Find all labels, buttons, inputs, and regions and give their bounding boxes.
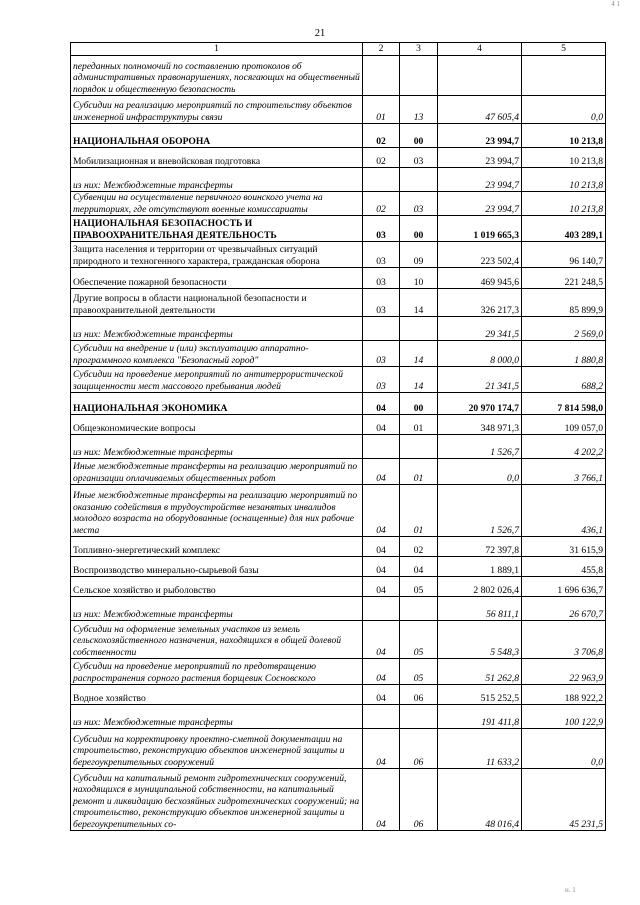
row-name: Субсидии на реализацию мероприятий по строительству объектов инженерной инфраструктуры связи bbox=[71, 96, 363, 124]
row-actual-value: 10 213,8 bbox=[522, 148, 606, 168]
row-section bbox=[363, 168, 400, 192]
row-name: НАЦИОНАЛЬНАЯ БЕЗОПАСНОСТЬ И ПРАВООХРАНИТЕЛЬНАЯ ДЕЯТЕЛЬНОСТЬ bbox=[71, 216, 363, 242]
row-actual-value: 688,2 bbox=[522, 367, 606, 393]
row-plan-value: 23 994,7 bbox=[438, 148, 522, 168]
row-actual-value: 221 248,5 bbox=[522, 268, 606, 289]
corner-mark-bottom: и. 1 bbox=[565, 886, 576, 894]
row-section: 04 bbox=[363, 769, 400, 831]
row-subsection: 00 bbox=[400, 393, 438, 415]
row-name: из них: Межбюджетные трансферты bbox=[71, 705, 363, 729]
row-name: Сельское хозяйство и рыболовство bbox=[71, 577, 363, 597]
row-subsection: 14 bbox=[400, 341, 438, 367]
row-plan-value: 1 019 665,3 bbox=[438, 216, 522, 242]
row-section bbox=[363, 317, 400, 341]
row-actual-value: 1 696 636,7 bbox=[522, 577, 606, 597]
row-name: Воспроизводство минерально-сырьевой базы bbox=[71, 557, 363, 577]
row-plan-value: 72 397,8 bbox=[438, 537, 522, 557]
row-section: 04 bbox=[363, 577, 400, 597]
row-actual-value: 45 231,5 bbox=[522, 769, 606, 831]
row-section: 03 bbox=[363, 216, 400, 242]
row-plan-value: 23 994,7 bbox=[438, 124, 522, 148]
row-section: 04 bbox=[363, 459, 400, 485]
header-col-3: 3 bbox=[400, 43, 438, 56]
row-section bbox=[363, 435, 400, 459]
row-subsection bbox=[400, 56, 438, 96]
row-plan-value: 47 605,4 bbox=[438, 96, 522, 124]
row-actual-value: 100 122,9 bbox=[522, 705, 606, 729]
row-section: 04 bbox=[363, 485, 400, 537]
row-actual-value: 0,0 bbox=[522, 96, 606, 124]
row-section: 04 bbox=[363, 537, 400, 557]
table-row bbox=[71, 729, 606, 769]
row-actual-value: 436,1 bbox=[522, 485, 606, 537]
row-subsection: 06 bbox=[400, 729, 438, 769]
row-plan-value: 191 411,8 bbox=[438, 705, 522, 729]
table-row bbox=[71, 597, 606, 621]
row-section: 03 bbox=[363, 268, 400, 289]
table-row bbox=[71, 577, 606, 597]
row-subsection: 01 bbox=[400, 485, 438, 537]
row-actual-value: 31 615,9 bbox=[522, 537, 606, 557]
row-name: из них: Межбюджетные трансферты bbox=[71, 168, 363, 192]
row-subsection: 14 bbox=[400, 289, 438, 317]
table-row bbox=[71, 268, 606, 289]
row-name: Субвенции на осуществление первичного воинского учета на территориях, где отсутствуют военные комиссариаты bbox=[71, 192, 363, 216]
row-section: 04 bbox=[363, 415, 400, 435]
row-subsection: 09 bbox=[400, 242, 438, 268]
table-row bbox=[71, 148, 606, 168]
row-plan-value: 1 526,7 bbox=[438, 435, 522, 459]
row-name: НАЦИОНАЛЬНАЯ ЭКОНОМИКА bbox=[71, 393, 363, 415]
row-plan-value bbox=[438, 56, 522, 96]
row-plan-value: 469 945,6 bbox=[438, 268, 522, 289]
row-actual-value: 22 963,9 bbox=[522, 659, 606, 685]
row-section: 02 bbox=[363, 192, 400, 216]
row-plan-value: 20 970 174,7 bbox=[438, 393, 522, 415]
page-number: 21 bbox=[314, 28, 326, 39]
row-name: Иные межбюджетные трансферты на реализацию мероприятий по оказанию содействия в трудоустройстве незанятых инвалидов молодого возраста на оборудованные (оснащенные) для них рабочие места bbox=[71, 485, 363, 537]
row-actual-value: 85 899,9 bbox=[522, 289, 606, 317]
row-section: 04 bbox=[363, 393, 400, 415]
row-name: из них: Межбюджетные трансферты bbox=[71, 597, 363, 621]
header-row bbox=[71, 43, 606, 56]
header-col-4: 4 bbox=[438, 43, 522, 56]
row-section: 01 bbox=[363, 96, 400, 124]
row-subsection: 00 bbox=[400, 216, 438, 242]
row-section: 04 bbox=[363, 621, 400, 659]
row-name: Субсидии на проведение мероприятий по предотвращению распространения сорного растения борщевик Сосновского bbox=[71, 659, 363, 685]
header-col-2: 2 bbox=[363, 43, 400, 56]
row-actual-value: 4 202,2 bbox=[522, 435, 606, 459]
table-row bbox=[71, 216, 606, 242]
row-plan-value: 21 341,5 bbox=[438, 367, 522, 393]
row-actual-value: 0,0 bbox=[522, 729, 606, 769]
row-name: переданных полномочий по составлению протоколов об административных правонарушениях, посягающих на общественный порядок и общественную безопасность bbox=[71, 56, 363, 96]
row-name: Топливно-энергетический комплекс bbox=[71, 537, 363, 557]
row-plan-value: 2 802 026,4 bbox=[438, 577, 522, 597]
row-name: из них: Межбюджетные трансферты bbox=[71, 317, 363, 341]
row-actual-value: 7 814 598,0 bbox=[522, 393, 606, 415]
row-subsection bbox=[400, 597, 438, 621]
budget-table-body bbox=[71, 43, 606, 831]
row-section: 03 bbox=[363, 242, 400, 268]
table-row bbox=[71, 367, 606, 393]
header-col-1: 1 bbox=[71, 43, 363, 56]
table-row bbox=[71, 96, 606, 124]
row-section: 04 bbox=[363, 729, 400, 769]
table-row bbox=[71, 557, 606, 577]
table-row bbox=[71, 289, 606, 317]
table-row bbox=[71, 341, 606, 367]
row-actual-value: 3 706,8 bbox=[522, 621, 606, 659]
table-row bbox=[71, 168, 606, 192]
row-subsection: 01 bbox=[400, 415, 438, 435]
row-name: Субсидии на внедрение и (или) эксплуатацию аппаратно-программного комплекса "Безопасный город" bbox=[71, 341, 363, 367]
row-section bbox=[363, 56, 400, 96]
row-name: Субсидии на капитальный ремонт гидротехнических сооружений, находящихся в муниципальной собственности, на капитальный ремонт и ликвидацию бесхозяйных гидротехнических сооружений; на строительство, реконструкцию объектов инженерной защиты и берегоукрепительных со- bbox=[71, 769, 363, 831]
row-section: 03 bbox=[363, 341, 400, 367]
row-section: 03 bbox=[363, 289, 400, 317]
row-plan-value: 1 526,7 bbox=[438, 485, 522, 537]
row-actual-value: 96 140,7 bbox=[522, 242, 606, 268]
row-actual-value: 26 670,7 bbox=[522, 597, 606, 621]
row-section: 04 bbox=[363, 659, 400, 685]
table-row bbox=[71, 435, 606, 459]
row-name: Водное хозяйство bbox=[71, 685, 363, 705]
corner-mark-top: 4 1 bbox=[611, 0, 620, 8]
row-plan-value: 326 217,3 bbox=[438, 289, 522, 317]
table-row bbox=[71, 537, 606, 557]
row-actual-value: 2 569,0 bbox=[522, 317, 606, 341]
row-subsection: 10 bbox=[400, 268, 438, 289]
row-subsection: 05 bbox=[400, 577, 438, 597]
row-name: Общеэкономические вопросы bbox=[71, 415, 363, 435]
row-actual-value: 455,8 bbox=[522, 557, 606, 577]
row-plan-value: 223 502,4 bbox=[438, 242, 522, 268]
row-section: 02 bbox=[363, 148, 400, 168]
header-col-5: 5 bbox=[522, 43, 606, 56]
row-subsection: 05 bbox=[400, 659, 438, 685]
row-actual-value: 3 766,1 bbox=[522, 459, 606, 485]
row-subsection bbox=[400, 168, 438, 192]
row-section: 04 bbox=[363, 557, 400, 577]
row-subsection: 02 bbox=[400, 537, 438, 557]
row-section: 02 bbox=[363, 124, 400, 148]
table-row bbox=[71, 705, 606, 729]
row-actual-value: 109 057,0 bbox=[522, 415, 606, 435]
row-subsection bbox=[400, 317, 438, 341]
row-subsection: 03 bbox=[400, 148, 438, 168]
row-name: Субсидии на корректировку проектно-сметной документации на строительство, реконструкцию объектов инженерной защиты и берегоукрепительных сооружений bbox=[71, 729, 363, 769]
table-row bbox=[71, 685, 606, 705]
table-row bbox=[71, 621, 606, 659]
row-subsection: 06 bbox=[400, 769, 438, 831]
row-name: Субсидии на оформление земельных участков из земель сельскохозяйственного назначения, находящихся в общей долевой собственности bbox=[71, 621, 363, 659]
row-subsection: 13 bbox=[400, 96, 438, 124]
row-plan-value: 11 633,2 bbox=[438, 729, 522, 769]
row-subsection: 05 bbox=[400, 621, 438, 659]
row-actual-value: 403 289,1 bbox=[522, 216, 606, 242]
row-name: из них: Межбюджетные трансферты bbox=[71, 435, 363, 459]
row-subsection bbox=[400, 435, 438, 459]
table-row bbox=[71, 242, 606, 268]
row-name: НАЦИОНАЛЬНАЯ ОБОРОНА bbox=[71, 124, 363, 148]
row-name: Другие вопросы в области национальной безопасности и правоохранительной деятельности bbox=[71, 289, 363, 317]
row-plan-value: 23 994,7 bbox=[438, 168, 522, 192]
row-subsection: 06 bbox=[400, 685, 438, 705]
row-actual-value bbox=[522, 56, 606, 96]
row-name: Обеспечение пожарной безопасности bbox=[71, 268, 363, 289]
table-row bbox=[71, 769, 606, 831]
row-subsection: 03 bbox=[400, 192, 438, 216]
row-section: 04 bbox=[363, 685, 400, 705]
row-actual-value: 10 213,8 bbox=[522, 192, 606, 216]
row-subsection bbox=[400, 705, 438, 729]
row-name: Мобилизационная и вневойсковая подготовка bbox=[71, 148, 363, 168]
row-section bbox=[363, 597, 400, 621]
row-name: Иные межбюджетные трансферты на реализацию мероприятий по организации оплачиваемых общественных работ bbox=[71, 459, 363, 485]
row-subsection: 14 bbox=[400, 367, 438, 393]
table-row bbox=[71, 659, 606, 685]
table-row bbox=[71, 192, 606, 216]
row-actual-value: 10 213,8 bbox=[522, 124, 606, 148]
table-row bbox=[71, 56, 606, 96]
row-actual-value: 1 880,8 bbox=[522, 341, 606, 367]
row-plan-value: 23 994,7 bbox=[438, 192, 522, 216]
row-plan-value: 29 341,5 bbox=[438, 317, 522, 341]
row-actual-value: 188 922,2 bbox=[522, 685, 606, 705]
row-plan-value: 0,0 bbox=[438, 459, 522, 485]
budget-table bbox=[70, 42, 606, 831]
row-plan-value: 5 548,3 bbox=[438, 621, 522, 659]
row-name: Субсидии на проведение мероприятий по антитеррористической защищенности мест массового пребывания людей bbox=[71, 367, 363, 393]
table-row bbox=[71, 124, 606, 148]
row-plan-value: 48 016,4 bbox=[438, 769, 522, 831]
table-row bbox=[71, 317, 606, 341]
table-row bbox=[71, 415, 606, 435]
row-subsection: 00 bbox=[400, 124, 438, 148]
row-plan-value: 1 889,1 bbox=[438, 557, 522, 577]
row-section: 03 bbox=[363, 367, 400, 393]
row-subsection: 01 bbox=[400, 459, 438, 485]
table-row bbox=[71, 485, 606, 537]
row-plan-value: 515 252,5 bbox=[438, 685, 522, 705]
row-plan-value: 348 971,3 bbox=[438, 415, 522, 435]
row-section bbox=[363, 705, 400, 729]
row-actual-value: 10 213,8 bbox=[522, 168, 606, 192]
row-plan-value: 8 000,0 bbox=[438, 341, 522, 367]
row-plan-value: 56 811,1 bbox=[438, 597, 522, 621]
row-name: Защита населения и территории от чрезвычайных ситуаций природного и техногенного характера, гражданская оборона bbox=[71, 242, 363, 268]
table-row bbox=[71, 393, 606, 415]
row-plan-value: 51 262,8 bbox=[438, 659, 522, 685]
table-row bbox=[71, 459, 606, 485]
row-subsection: 04 bbox=[400, 557, 438, 577]
